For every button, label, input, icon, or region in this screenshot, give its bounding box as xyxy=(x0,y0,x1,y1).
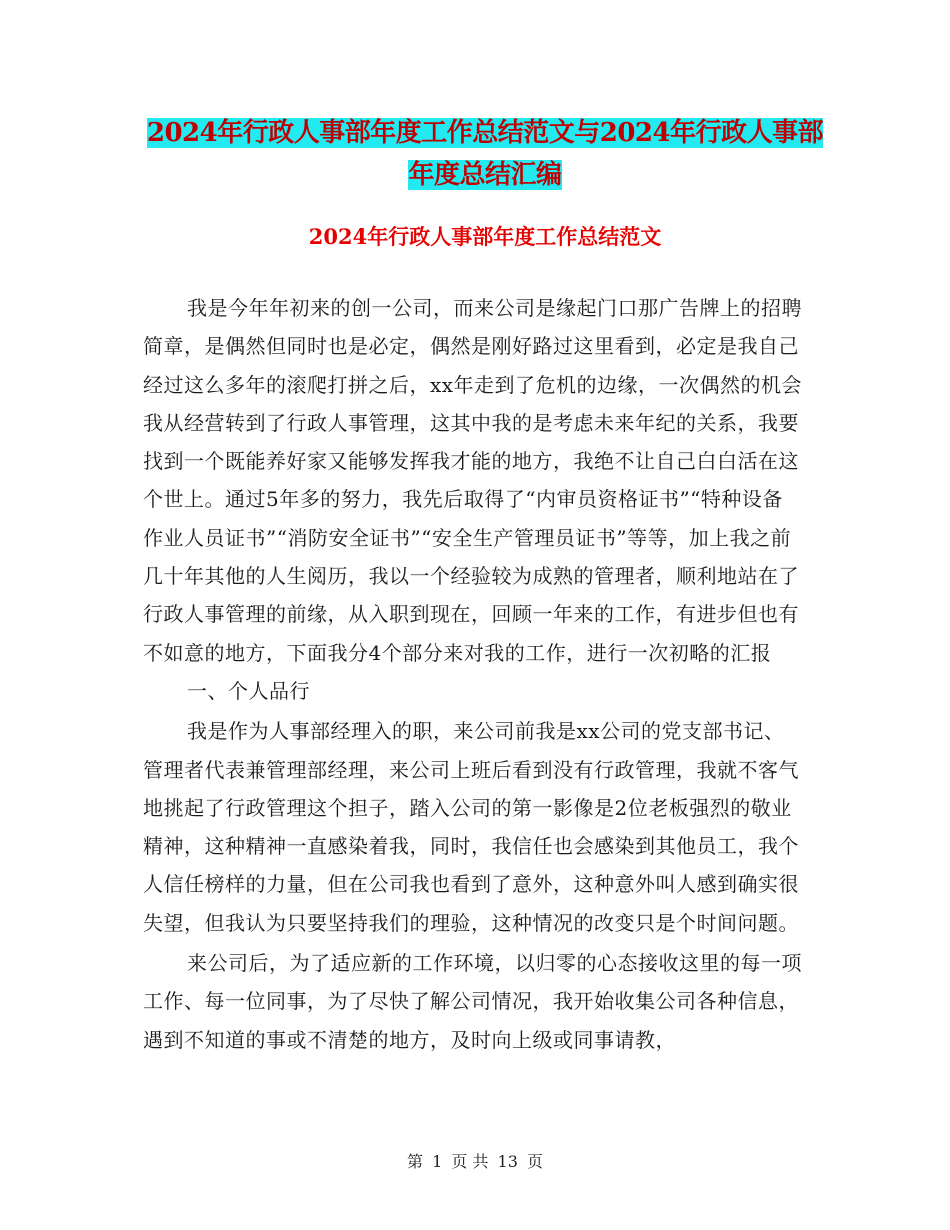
footer-label-of: 页 共 xyxy=(451,1152,489,1171)
footer-label-pages: 页 xyxy=(527,1152,544,1171)
footer-total-pages: 13 xyxy=(497,1152,518,1171)
section-title: 2024年行政人事部年度工作总结范文 xyxy=(308,224,662,249)
document-title xyxy=(140,112,830,196)
document-body xyxy=(143,289,803,1059)
page-footer xyxy=(0,1152,950,1172)
paragraph-intro: 我是今年年初来的创一公司，而来公司是缘起门口那广告牌上的招聘简章，是偶然但同时也是必定，偶然是刚好路过这里看到，必定是我自己经过这么多年的滚爬打拼之后，xx年走到了危机的边缘，一次偶然的机会我从经营转到了行政人事管理，这其中我的是考虑未来年纪的关系，我要找到一个既能养好家又能够发挥我才能的地方，我绝不让自己白白活在这个世上。通过5年多的努力，我先后取得了“内审员资格证书”“特种设备作业人员证书”“消防安全证书”“安全生产管理员证书”等等，加上我之前几十年其他的人生阅历，我以一个经验较为成熟的管理者，顺利地站在了行政人事管理的前缘，从入职到现在，回顾一年来的工作，有进步但也有不如意的地方，下面我分4个部分来对我的工作，进行一次初略的汇报 xyxy=(143,296,803,665)
footer-label-page: 第 xyxy=(406,1152,423,1171)
section-heading-personal-conduct: 一、个人品行 xyxy=(187,678,310,703)
paragraph-adaptation: 来公司后，为了适应新的工作环境，以归零的心态接收这里的每一项工作、每一位同事，为了尽快了解公司情况，我开始收集公司各种信息，遇到不知道的事或不清楚的地方，及时向上级或同事请教， xyxy=(143,951,802,1052)
paragraph-personal-conduct: 我是作为人事部经理入的职，来公司前我是xx公司的党支部书记、管理者代表兼管理部经理，来公司上班后看到没有行政管理，我就不客气地挑起了行政管理这个担子，踏入公司的第一影像是2位老板强烈的敬业精神，这种精神一直感染着我，同时，我信任也会感染到其他员工，我个人信任榜样的力量，但在公司我也看到了意外，这种意外叫人感到确实很失望，但我认为只要坚持我们的理验，这种情况的改变只是个时间问题。 xyxy=(143,719,799,935)
footer-current-page: 1 xyxy=(432,1152,443,1171)
document-title-text: 2024年行政人事部年度工作总结范文与2024年行政人事部年度总结汇编 xyxy=(146,118,824,190)
